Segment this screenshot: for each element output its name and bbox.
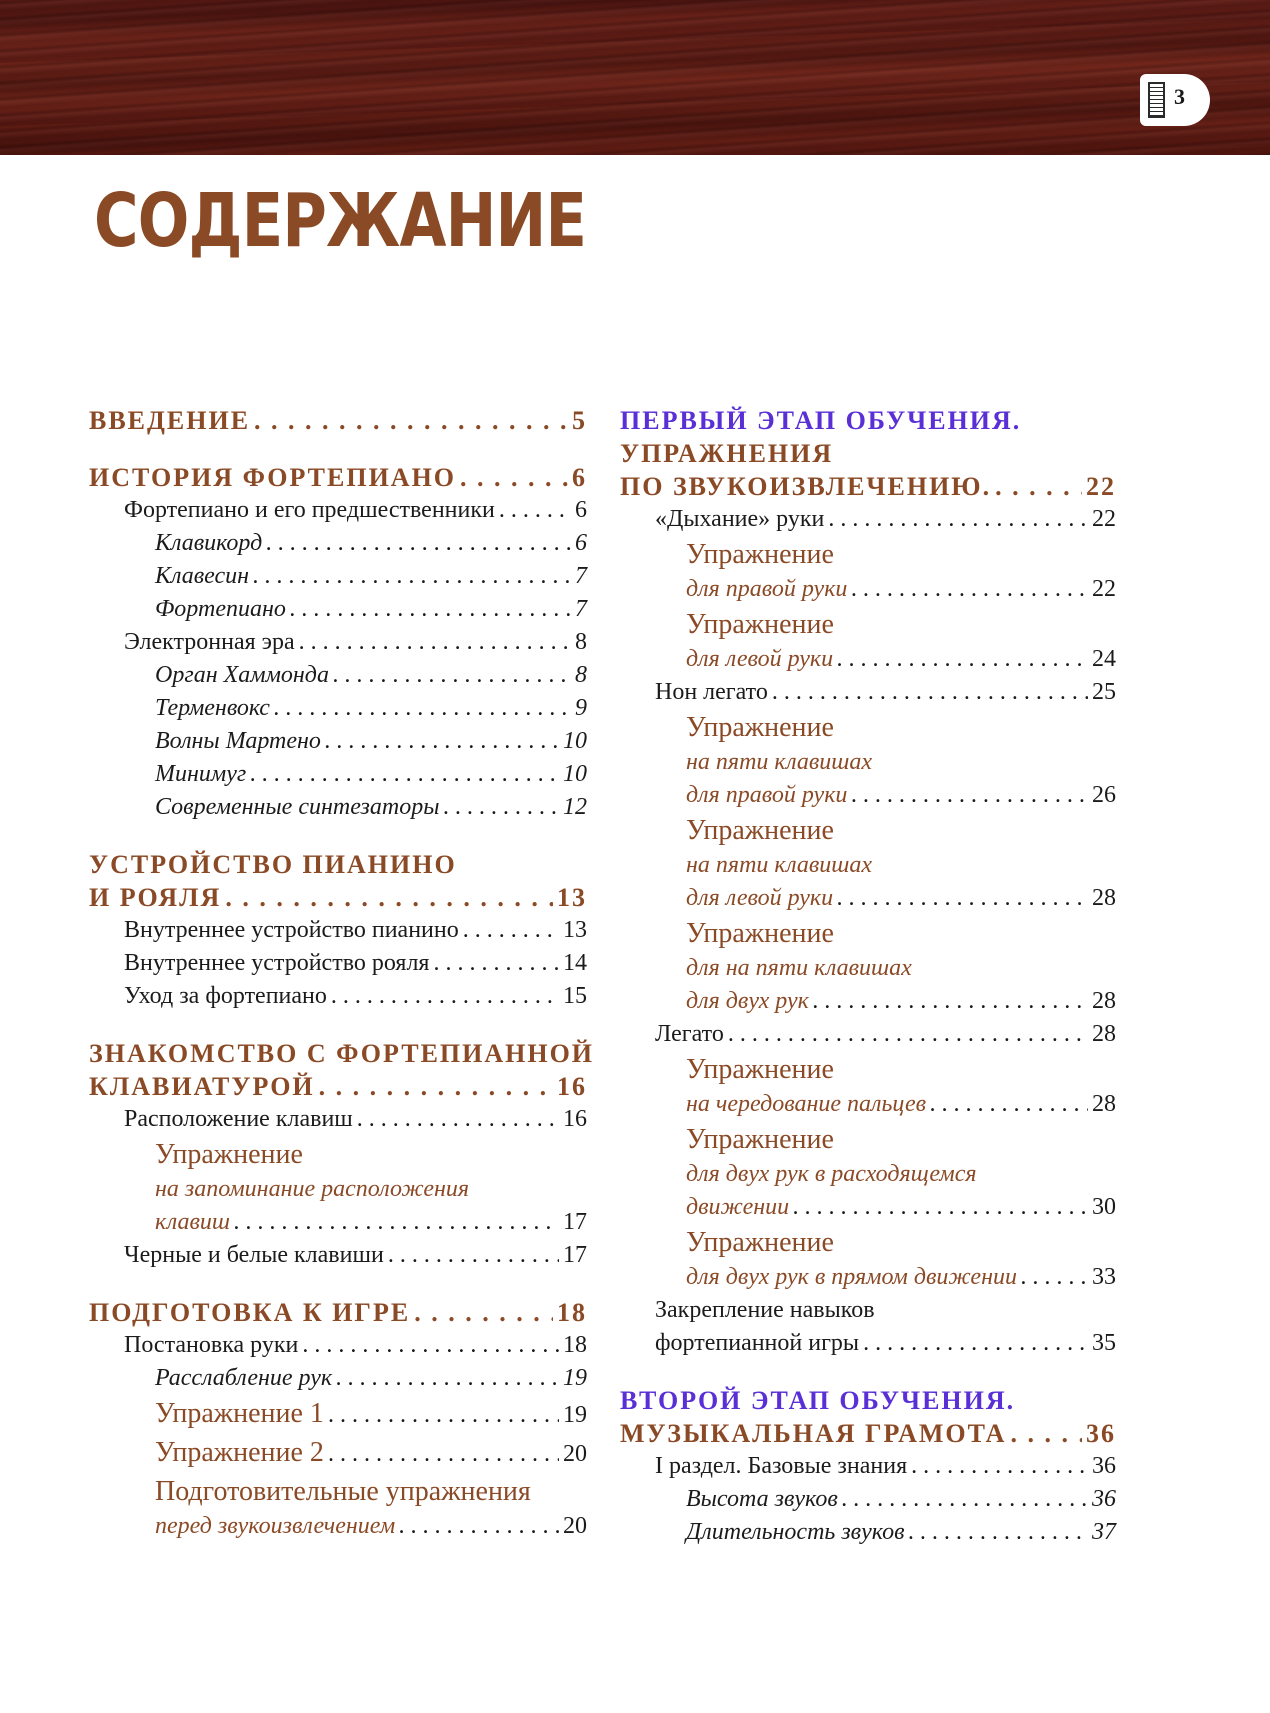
toc-entry[interactable]: клавиш . . . 17 xyxy=(155,1206,587,1239)
toc-section-stage1-line1[interactable]: ПЕРВЫЙ ЭТАП ОБУЧЕНИЯ. xyxy=(620,406,1022,435)
exercise-subtitle: на пяти клавишах xyxy=(686,852,873,878)
exercise-heading[interactable]: Упражнение xyxy=(686,1054,834,1085)
toc-entry[interactable]: Фортепиано . . . 7 xyxy=(155,593,587,626)
toc-entry[interactable]: Клавикорд . . . 6 xyxy=(155,527,587,560)
piano-keys-icon xyxy=(1148,82,1165,118)
toc-entry[interactable]: Упражнение 1 . . . 19 xyxy=(155,1395,587,1434)
toc-entry[interactable]: Расположение клавиш . . . 16 xyxy=(124,1103,587,1136)
toc-entry[interactable]: перед звукоизвлечением . . . 20 xyxy=(155,1510,587,1543)
toc-entry[interactable]: Волны Мартено . . . 10 xyxy=(155,725,587,758)
toc-entry[interactable]: «Дыхание» руки . . . 22 xyxy=(655,503,1116,536)
toc-entry[interactable]: для двух рук в прямом движении . . . 33 xyxy=(686,1261,1116,1294)
toc-entry[interactable]: для правой руки . . . 26 xyxy=(686,779,1116,812)
exercise-heading[interactable]: Упражнение xyxy=(686,609,834,640)
toc-left-column xyxy=(89,404,595,1543)
toc-entry[interactable]: Черные и белые клавиши . . . 17 xyxy=(124,1239,587,1272)
exercise-heading[interactable]: Упражнение xyxy=(686,1227,834,1258)
toc-entry[interactable]: на чередование пальцев . . . 28 xyxy=(686,1088,1116,1121)
toc-section-history[interactable]: ИСТОРИЯ ФОРТЕПИАНО . . . 6 xyxy=(89,461,587,494)
toc-entry[interactable]: движении . . . 30 xyxy=(686,1191,1116,1224)
exercise-heading[interactable]: Упражнение xyxy=(686,539,834,570)
toc-entry[interactable]: Высота звуков . . . 36 xyxy=(686,1483,1116,1516)
toc-entry[interactable]: Современные синтезаторы . . . 12 xyxy=(155,791,587,824)
toc-section-stage1-line2[interactable]: УПРАЖНЕНИЯ xyxy=(620,439,834,468)
toc-entry[interactable]: фортепианной игры . . . 35 xyxy=(655,1327,1116,1360)
toc-entry[interactable]: для левой руки . . . 28 xyxy=(686,882,1116,915)
page-number-badge xyxy=(1140,74,1210,126)
toc-section-keyboard[interactable]: КЛАВИАТУРОЙ . . . 16 xyxy=(89,1070,587,1103)
toc-entry[interactable]: Упражнение 2 . . . 20 xyxy=(155,1434,587,1473)
exercise-subtitle: на пяти клавишах xyxy=(686,749,873,775)
toc-entry[interactable]: для левой руки . . . 24 xyxy=(686,643,1116,676)
exercise-heading[interactable]: Упражнение xyxy=(686,815,834,846)
toc-entry[interactable]: Фортепиано и его предшественники . . . 6 xyxy=(124,494,587,527)
toc-section-intro[interactable]: ВВЕДЕНИЕ . . . 5 xyxy=(89,404,587,437)
toc-section-keyboard-line1[interactable]: ЗНАКОМСТВО С ФОРТЕПИАННОЙ xyxy=(89,1039,595,1068)
toc-entry[interactable]: Электронная эра . . . 8 xyxy=(124,626,587,659)
toc-entry[interactable]: Расслабление рук . . . 19 xyxy=(155,1362,587,1395)
toc-entry[interactable]: Внутреннее устройство пианино . . . 13 xyxy=(124,914,587,947)
toc-entry[interactable]: Уход за фортепиано . . . 15 xyxy=(124,980,587,1013)
exercise-heading[interactable]: Упражнение xyxy=(155,1139,303,1170)
toc-entry[interactable]: I раздел. Базовые знания . . . 36 xyxy=(655,1450,1116,1483)
toc-entry[interactable]: Минимуг . . . 10 xyxy=(155,758,587,791)
toc-entry[interactable]: Внутреннее устройство рояля . . . 14 xyxy=(124,947,587,980)
exercise-heading[interactable]: Упражнение xyxy=(686,712,834,743)
toc-section-device-line1[interactable]: УСТРОЙСТВО ПИАНИНО xyxy=(89,850,457,879)
toc-entry[interactable]: Нон легато . . . 25 xyxy=(655,676,1116,709)
exercise-subtitle: для двух рук в расходящемся xyxy=(686,1161,977,1187)
exercise-heading[interactable]: Упражнение xyxy=(686,918,834,949)
toc-entry[interactable]: для двух рук . . . 28 xyxy=(686,985,1116,1018)
toc-entry[interactable]: для правой руки . . . 22 xyxy=(686,573,1116,606)
toc-right-column xyxy=(620,404,1116,1549)
header-wood-banner xyxy=(0,0,1270,155)
exercise-subtitle: на запоминание расположения xyxy=(155,1176,470,1202)
toc-section-stage2-line1[interactable]: ВТОРОЙ ЭТАП ОБУЧЕНИЯ. xyxy=(620,1386,1016,1415)
toc-section-stage2[interactable]: МУЗЫКАЛЬНАЯ ГРАМОТА . . . 36 xyxy=(620,1417,1116,1450)
page-number: 3 xyxy=(1174,84,1185,109)
toc-entry[interactable]: Длительность звуков . . . 37 xyxy=(686,1516,1116,1549)
toc-entry-consolidation-line1[interactable]: Закрепление навыков xyxy=(655,1297,875,1323)
toc-section-stage1[interactable]: ПО ЗВУКОИЗВЛЕЧЕНИЮ. . . . 22 xyxy=(620,470,1116,503)
exercise-subtitle: для на пяти клавишах xyxy=(686,955,912,981)
toc-entry[interactable]: Клавесин . . . 7 xyxy=(155,560,587,593)
page-title: СОДЕРЖАНИЕ xyxy=(94,178,587,264)
toc-entry[interactable]: Постановка руки . . . 18 xyxy=(124,1329,587,1362)
exercise-heading[interactable]: Подготовительные упражнения xyxy=(155,1476,531,1507)
toc-entry[interactable]: Орган Хаммонда . . . 8 xyxy=(155,659,587,692)
toc-section-device[interactable]: И РОЯЛЯ . . . 13 xyxy=(89,881,587,914)
exercise-heading[interactable]: Упражнение xyxy=(686,1124,834,1155)
toc-section-prep[interactable]: ПОДГОТОВКА К ИГРЕ . . . 18 xyxy=(89,1296,587,1329)
toc-entry[interactable]: Легато . . . 28 xyxy=(655,1018,1116,1051)
toc-entry[interactable]: Терменвокс . . . 9 xyxy=(155,692,587,725)
